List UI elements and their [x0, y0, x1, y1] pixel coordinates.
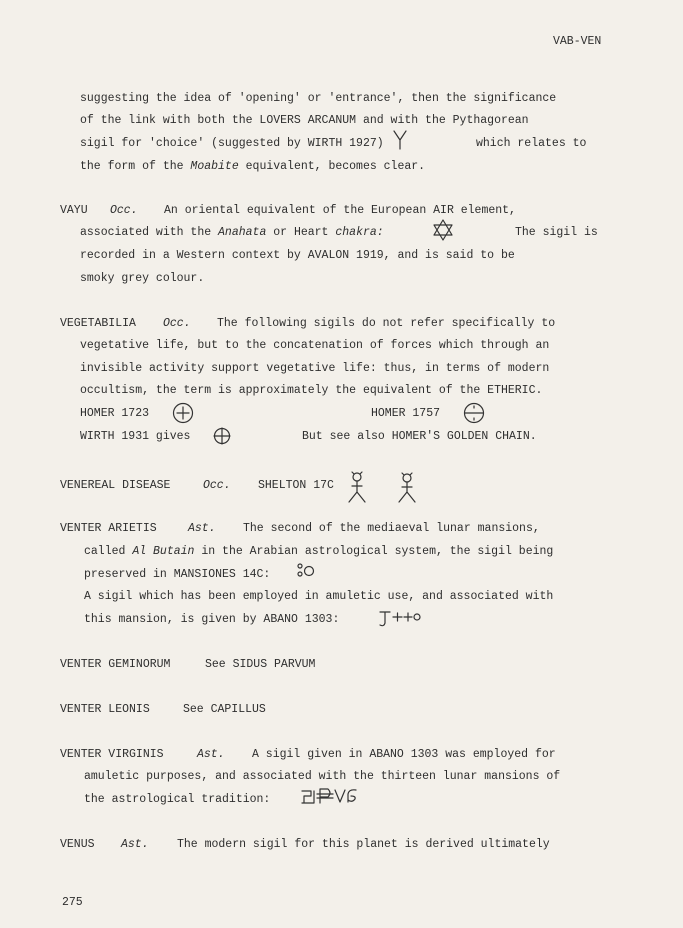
running-head: VAB-VEN	[553, 35, 602, 48]
vegetabilia-see-also: But see also HOMER'S GOLDEN CHAIN.	[302, 430, 537, 443]
circled-cross-sigil	[213, 427, 231, 445]
venter-arietis-line-2: called Al Butain in the Arabian astrological system, the sigil being	[84, 545, 554, 558]
venereal-sigil-2	[395, 470, 419, 504]
vayu-line-2: associated with the Anahata or Heart chakra:	[80, 226, 384, 239]
tag-occ: Occ.	[110, 204, 138, 217]
homer-1723: HOMER 1723	[80, 407, 150, 420]
tag-occ: Occ.	[203, 479, 231, 492]
entry-head-venter-geminorum: VENTER GEMINORUM	[60, 658, 171, 671]
entry-head-venereal-disease: VENEREAL DISEASE	[60, 479, 171, 492]
venter-arietis-line-5: this mansion, is given by ABANO 1303:	[84, 613, 340, 626]
vab-line-4: the form of the Moabite equivalent, becomes clear.	[80, 160, 426, 173]
vegetabilia-line-3: invisible activity support vegetative life: thus, in terms of modern	[80, 362, 550, 375]
abano-sigil	[378, 609, 424, 629]
venter-arietis-line-4: A sigil which has been employed in amuletic use, and associated with	[84, 590, 554, 603]
entry-head-venter-leonis: VENTER LEONIS	[60, 703, 150, 716]
tag-ast: Ast.	[197, 748, 225, 761]
vayu-line-1: An oriental equivalent of the European AIR element,	[164, 204, 516, 217]
venter-virginis-line-3: the astrological tradition:	[84, 793, 271, 806]
entry-head-venter-arietis: VENTER ARIETIS	[60, 522, 157, 535]
circled-dash-sigil	[463, 402, 485, 424]
circled-plus-sigil	[172, 402, 194, 424]
homer-1757: HOMER 1757	[371, 407, 441, 420]
vegetabilia-line-1: The following sigils do not refer specifically to	[217, 317, 556, 330]
venter-virginis-line-2: amuletic purposes, and associated with the thirteen lunar mansions of	[84, 770, 561, 783]
venter-leonis-see: See CAPILLUS	[183, 703, 266, 716]
tag-occ: Occ.	[163, 317, 191, 330]
vayu-line-4: smoky grey colour.	[80, 272, 205, 285]
virginis-sigil	[300, 785, 368, 807]
venter-geminorum-see: See SIDUS PARVUM	[205, 658, 316, 671]
vegetabilia-line-2: vegetative life, but to the concatenation of forces which through an	[80, 339, 550, 352]
choice-y-sigil	[393, 130, 407, 150]
wirth-1931: WIRTH 1931 gives	[80, 430, 191, 443]
entry-head-vegetabilia: VEGETABILIA	[60, 317, 136, 330]
tag-ast: Ast.	[121, 838, 149, 851]
vayu-line-2c: The sigil is	[515, 226, 598, 239]
vayu-line-3: recorded in a Western context by AVALON 1919, and is said to be	[80, 249, 515, 262]
venereal-sigil-1	[346, 470, 368, 504]
mansion-sigil	[296, 563, 316, 579]
hexagram-sigil	[432, 219, 454, 241]
tag-ast: Ast.	[188, 522, 216, 535]
venter-virginis-line-1: A sigil given in ABANO 1303 was employed for	[252, 748, 556, 761]
vab-line-3: sigil for 'choice' (suggested by WIRTH 1927)	[80, 137, 384, 150]
page-number: 275	[62, 896, 83, 909]
vab-line-3b: which relates to	[476, 137, 587, 150]
venter-arietis-line-3: preserved in MANSIONES 14C:	[84, 568, 271, 581]
entry-head-venter-virginis: VENTER VIRGINIS	[60, 748, 164, 761]
shelton-17c: SHELTON 17C	[258, 479, 334, 492]
venus-line-1: The modern sigil for this planet is derived ultimately	[177, 838, 550, 851]
venter-arietis-line-1: The second of the mediaeval lunar mansions,	[243, 522, 540, 535]
entry-head-venus: VENUS	[60, 838, 95, 851]
vab-line-1: suggesting the idea of 'opening' or 'entrance', then the significance	[80, 92, 557, 105]
entry-head-vayu: VAYU	[60, 204, 88, 217]
vegetabilia-line-4: occultism, the term is approximately the equivalent of the ETHERIC.	[80, 384, 543, 397]
vab-line-2: of the link with both the LOVERS ARCANUM and with the Pythagorean	[80, 114, 529, 127]
